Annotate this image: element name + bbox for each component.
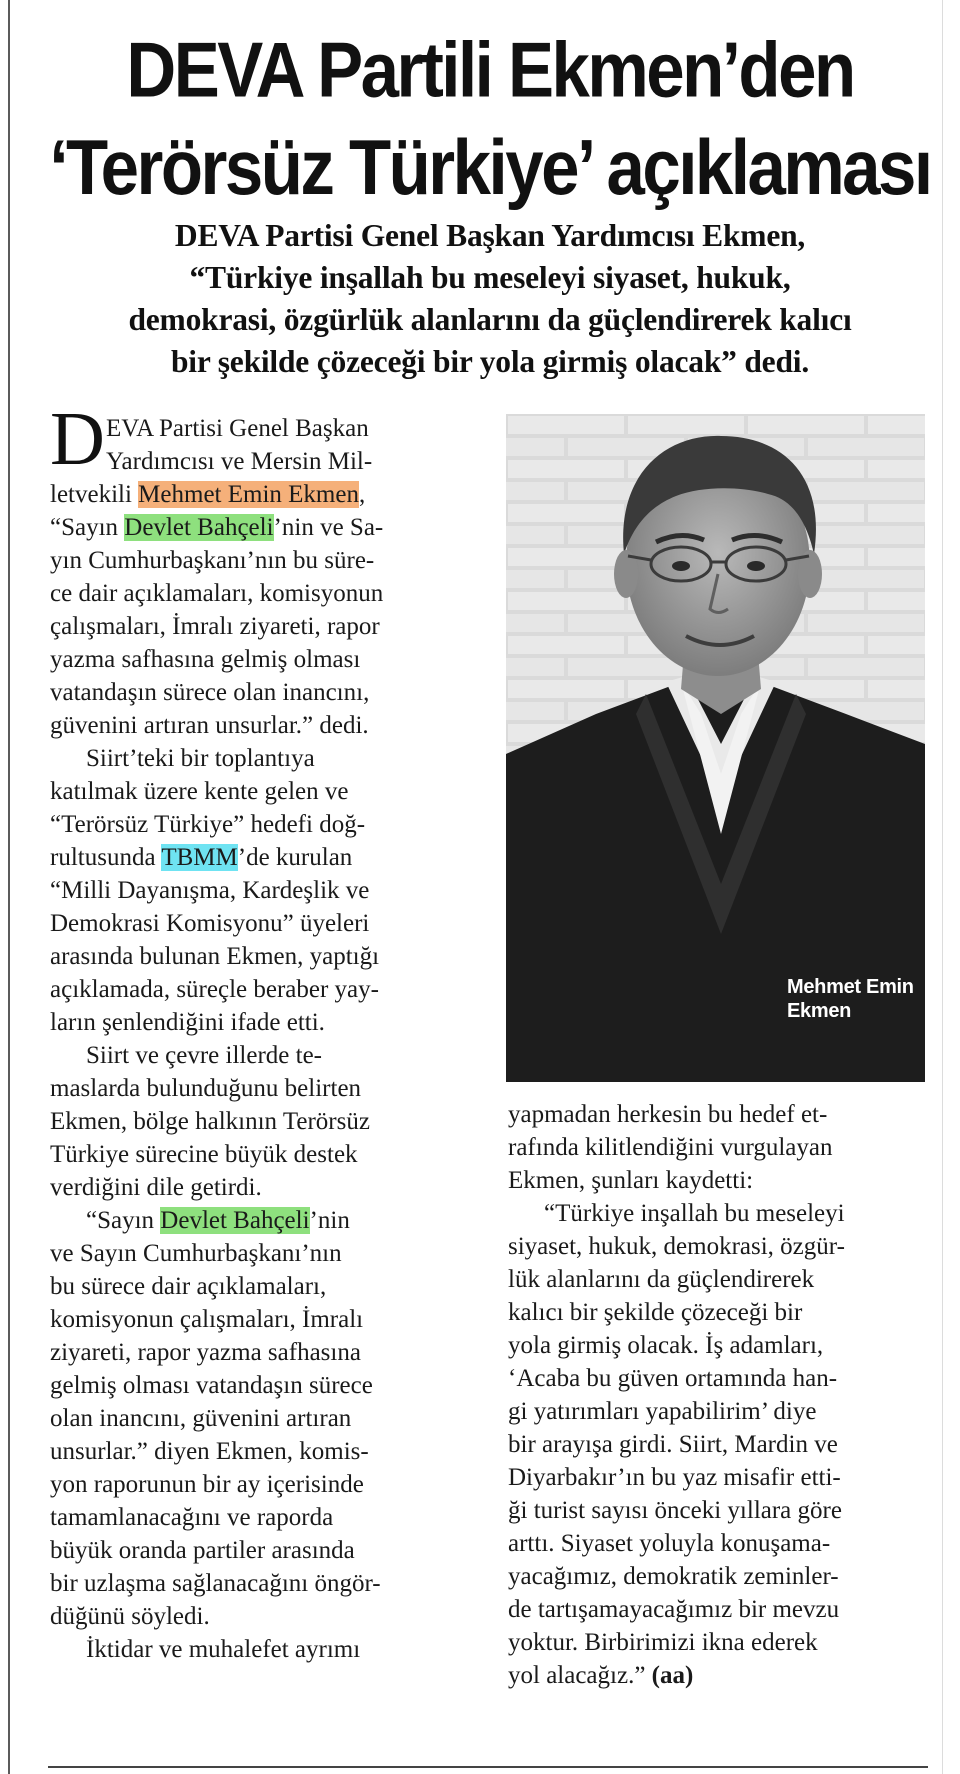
text-line: güvenini artıran unsurlar.” dedi. xyxy=(50,712,369,739)
text-line: vatandaşın sürece olan inancını, xyxy=(50,679,370,706)
text-line: açıklamada, süreçle beraber yay- xyxy=(50,976,379,1003)
text-line: ziyareti, rapor yazma safhasına xyxy=(50,1339,361,1366)
text-line: ce dair açıklamaları, komisyonun xyxy=(50,580,384,607)
text-line: düğünü söyledi. xyxy=(50,1603,210,1630)
text-line: İktidar ve muhalefet ayrımı xyxy=(86,1636,361,1663)
text-line: rafında kilitlendiğini vurgulayan xyxy=(508,1134,833,1161)
caption-line: Ekmen xyxy=(787,1000,852,1022)
text-line: maslarda bulunduğunu belirten xyxy=(50,1075,362,1102)
subheadline-line: “Türkiye inşallah bu meseleyi siyaset, hukuk, xyxy=(189,260,791,295)
text-line: yon raporunun bir ay içerisinde xyxy=(50,1471,364,1498)
text-line: “Terörsüz Türkiye” hedefi doğ- xyxy=(50,811,366,838)
text-line: ‘Acaba bu güven ortamında han- xyxy=(508,1365,838,1392)
article-column-left xyxy=(50,412,470,1666)
text-line: katılmak üzere kente gelen ve xyxy=(50,778,349,805)
highlight-organization: TBMM xyxy=(161,844,238,871)
text-line: kalıcı bir şekilde çözeceği bir xyxy=(508,1299,803,1326)
text-line: unsurlar.” diyen Ekmen, komis- xyxy=(50,1438,369,1465)
text-line: Siirt ve çevre illerde te- xyxy=(86,1042,322,1069)
text-line: letvekili Mehmet Emin Ekmen, xyxy=(50,481,366,508)
text-line: Siirt’teki bir toplantıya xyxy=(86,745,315,772)
text-line: Ekmen, şunları kaydetti: xyxy=(508,1167,754,1194)
text-line: yol alacağız.” (aa) xyxy=(508,1662,694,1689)
text-line: büyük oranda partiler arasında xyxy=(50,1537,355,1564)
caption-line: Mehmet Emin xyxy=(787,976,914,998)
headline-line: ‘Terörsüz Türkiye’ açıklaması xyxy=(49,123,931,211)
subheadline-line: DEVA Partisi Genel Başkan Yardımcısı Ekmen, xyxy=(174,218,806,253)
text-line: de tartışamayacağımız bir mevzu xyxy=(508,1596,840,1623)
text-line: Ekmen, bölge halkının Terörsüz xyxy=(50,1108,370,1135)
text-line: yoktur. Birbirimizi ikna ederek xyxy=(508,1629,818,1656)
headline-line: DEVA Partili Ekmen’den xyxy=(126,26,854,114)
text-line: EVA Partisi Genel Başkan xyxy=(106,415,369,442)
text-line: ve Sayın Cumhurbaşkanı’nın xyxy=(50,1240,342,1267)
text-line: bu sürece dair açıklamaları, xyxy=(50,1273,327,1300)
text-line: lük alanlarını da güçlendirerek xyxy=(508,1266,815,1293)
text-line: ği turist sayısı önceki yıllara göre xyxy=(508,1497,842,1524)
text-line: rultusunda TBMM’de kurulan xyxy=(50,844,353,871)
text-line: yazma safhasına gelmiş olması xyxy=(50,646,361,673)
text-line: çalışmaları, İmralı ziyareti, rapor xyxy=(50,613,380,640)
bottom-divider xyxy=(48,1766,928,1768)
text-line: gelmiş olması vatandaşın sürece xyxy=(50,1372,373,1399)
text-line: “Sayın Devlet Bahçeli’nin ve Sa- xyxy=(50,514,384,541)
text-line: olan inancını, güvenini artıran xyxy=(50,1405,352,1432)
article-column-right xyxy=(508,1098,918,1692)
text-line: ların şenlendiğini ifade etti. xyxy=(50,1009,325,1036)
highlight-person-name: Devlet Bahçeli xyxy=(160,1207,310,1234)
text-line: “Milli Dayanışma, Kardeşlik ve xyxy=(50,877,370,904)
text-line: “Sayın Devlet Bahçeli’nin xyxy=(86,1207,350,1234)
text-line: komisyonun çalışmaları, İmralı xyxy=(50,1306,364,1333)
text-line: “Türkiye inşallah bu meseleyi xyxy=(544,1200,845,1227)
drop-cap: D xyxy=(50,397,105,481)
text-line: Yardımcısı ve Mersin Mil- xyxy=(106,448,373,475)
page-border-right xyxy=(942,0,943,1774)
highlight-person-name: Mehmet Emin Ekmen xyxy=(138,481,359,508)
text-line: tamamlanacağını ve raporda xyxy=(50,1504,334,1531)
text-line: yacağımız, demokratik zeminler- xyxy=(508,1563,839,1590)
subheadline xyxy=(40,215,940,383)
headline xyxy=(40,22,940,216)
text-line: yapmadan herkesin bu hedef et- xyxy=(508,1101,828,1128)
text-line: Demokrasi Komisyonu” üyeleri xyxy=(50,910,370,937)
text-line: arasında bulunan Ekmen, yaptığı xyxy=(50,943,380,970)
text-line: Türkiye sürecine büyük destek xyxy=(50,1141,358,1168)
text-line: Diyarbakır’ın bu yaz misafir etti- xyxy=(508,1464,841,1491)
text-line: yola girmiş olacak. İş adamları, xyxy=(508,1332,824,1359)
text-line: verdiğini dile getirdi. xyxy=(50,1174,262,1201)
page-border-left xyxy=(8,0,10,1774)
subheadline-line: demokrasi, özgürlük alanlarını da güçlendirerek kalıcı xyxy=(128,302,852,337)
highlight-person-name: Devlet Bahçeli xyxy=(124,514,274,541)
text-line: bir arayışa girdi. Siirt, Mardin ve xyxy=(508,1431,838,1458)
text-line: gi yatırımları yapabilirim’ diye xyxy=(508,1398,817,1425)
text-line: siyaset, hukuk, demokrasi, özgür- xyxy=(508,1233,845,1260)
news-source: (aa) xyxy=(651,1662,694,1689)
text-line: bir uzlaşma sağlanacağını öngör- xyxy=(50,1570,381,1597)
subheadline-line: bir şekilde çözeceği bir yola girmiş olacak” dedi. xyxy=(170,344,810,379)
text-line: yın Cumhurbaşkanı’nın bu süre- xyxy=(50,547,375,574)
photo-caption xyxy=(787,975,927,1023)
text-line: arttı. Siyaset yoluyla konuşama- xyxy=(508,1530,831,1557)
